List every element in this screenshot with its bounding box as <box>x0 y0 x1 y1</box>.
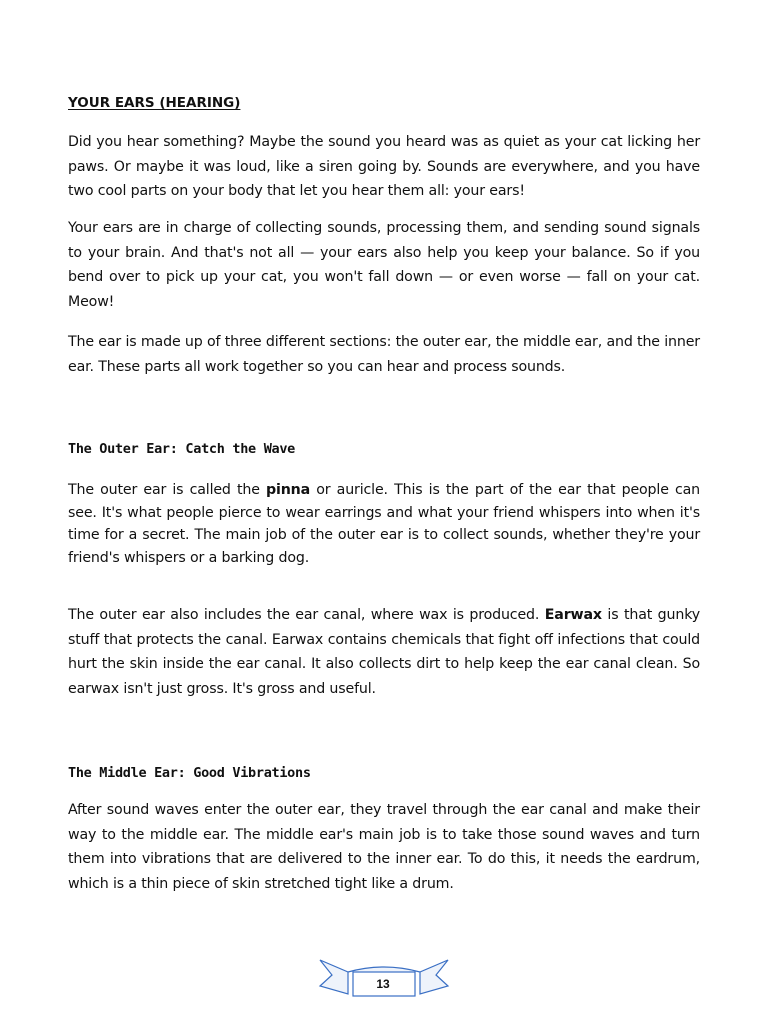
page-number-ribbon <box>318 958 450 1000</box>
outer-ear-p2-text-start: The outer ear also includes the ear canal, where wax is produced. <box>68 607 545 623</box>
intro-paragraph-1: Did you hear something? Maybe the sound you heard was as quiet as your cat licking her paws. Or maybe it was loud, like a siren going by. Sounds are everywhere, and you have two cool parts on your body that let you hear them all: your ears! <box>68 134 700 200</box>
earwax-term: Earwax <box>544 607 602 623</box>
intro-paragraph-3: The ear is made up of three different sections: the outer ear, the middle ear, and the inner ear. These parts all work together so you can hear and process sounds. <box>68 334 700 375</box>
document-page <box>68 0 700 1024</box>
middle-ear-paragraph-1: After sound waves enter the outer ear, they travel through the ear canal and make their way to the middle ear. The middle ear's main job is to take those sound waves and turn them into vibrations that are delivered to the inner ear. To do this, it needs the eardrum, which is a thin piece of skin stretched tight like a drum. <box>68 802 700 892</box>
outer-ear-p2-text-end: is that gunky stuff that protects the canal. Earwax contains chemicals that fight off infections that could hurt the skin inside the ear canal. It also collects dirt to help keep the ear canal clean. So earwax isn't just gross. It's gross and useful. <box>68 607 700 697</box>
page-title: YOUR EARS (HEARING) <box>68 95 241 111</box>
outer-ear-paragraph-1 <box>68 479 700 569</box>
outer-ear-p1-text-start: The outer ear is called the <box>68 482 267 498</box>
outer-ear-paragraph-2 <box>68 603 700 701</box>
outer-ear-heading: The Outer Ear: Catch the Wave <box>68 441 296 457</box>
pinna-term: pinna <box>266 482 311 498</box>
page-number: 13 <box>376 977 390 991</box>
middle-ear-heading: The Middle Ear: Good Vibrations <box>68 765 311 781</box>
outer-ear-p1-text-end: or auricle. This is the part of the ear that people can see. It's what people pierce to wear earrings and what your friend whispers into when it's time for a secret. The main job of the outer ear is to collect sounds, whether they're your friend's whispers or a barking dog. <box>68 482 700 566</box>
intro-paragraph-2: Your ears are in charge of collecting sounds, processing them, and sending sound signals to your brain. And that's not all — your ears also help you keep your balance. So if you bend over to pick up your cat, you won't fall down — or even worse — fall on your cat. Meow! <box>68 220 700 310</box>
